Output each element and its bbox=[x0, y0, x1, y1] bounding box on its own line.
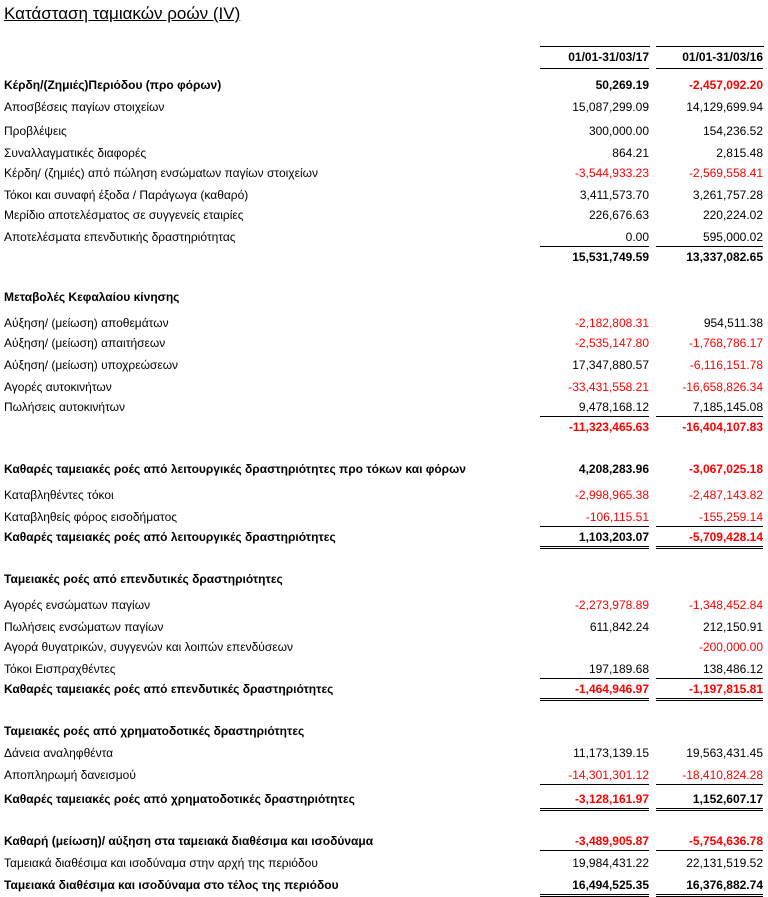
value-2016: -155,259.14 bbox=[656, 508, 763, 527]
table-row bbox=[0, 596, 768, 614]
table-row bbox=[0, 618, 768, 636]
value-2016: 220,224.02 bbox=[702, 208, 763, 222]
value-2016: 154,236.52 bbox=[702, 124, 763, 138]
row-label: Ταμειακές ροές από χρηματοδοτικές δραστηριότητες bbox=[4, 724, 305, 738]
value-2017: 19,984,431.22 bbox=[572, 856, 649, 870]
value-2016: -16,658,826.34 bbox=[682, 380, 763, 394]
value-2016: 212,150.91 bbox=[702, 620, 763, 634]
value-2017: 15,087,299.09 bbox=[572, 100, 649, 114]
table-row bbox=[0, 164, 768, 182]
value-2016: 7,185,145.08 bbox=[656, 398, 763, 417]
table-row bbox=[0, 186, 768, 204]
value-2017: 17,347,880.57 bbox=[572, 358, 649, 372]
value-2016: 2,815.48 bbox=[716, 146, 763, 160]
row-label: Αύξηση/ (μείωση) απαιτήσεων bbox=[4, 336, 166, 350]
table-row bbox=[0, 206, 768, 224]
table-row bbox=[0, 378, 768, 396]
table-row bbox=[0, 722, 768, 740]
column-header-2017: 01/01-31/03/17 bbox=[540, 46, 649, 69]
value-2017: 300,000.00 bbox=[588, 124, 649, 138]
table-row bbox=[0, 766, 768, 784]
row-label: Μεταβολές Κεφαλαίου κίνησης bbox=[4, 290, 180, 304]
value-2016: -6,116,151.78 bbox=[689, 358, 763, 372]
value-2016: -18,410,824.28 bbox=[656, 766, 763, 785]
row-label: Κέρδη/ (ζημιές) από πώληση ενσώμαtων παγίων στοιχείων bbox=[4, 166, 318, 180]
value-2016: -5,709,428.14 bbox=[656, 528, 763, 549]
value-2016: -2,487,143.82 bbox=[688, 488, 763, 502]
value-2016: 595,000.02 bbox=[656, 228, 763, 247]
table-row bbox=[0, 122, 768, 140]
value-2017: 864.21 bbox=[612, 146, 649, 160]
value-2016: 138,486.12 bbox=[656, 660, 763, 679]
value-2017: -106,115.51 bbox=[540, 508, 649, 527]
value-2016: 954,511.38 bbox=[703, 316, 763, 330]
row-label: Κέρδη/(Ζημιές)Περιόδου (προ φόρων) bbox=[4, 78, 222, 92]
value-2016: -2,569,558.41 bbox=[688, 166, 763, 180]
value-2017: 197,189.68 bbox=[540, 660, 649, 679]
value-2017: -2,535,147.80 bbox=[574, 336, 649, 350]
value-2017: 4,208,283.96 bbox=[578, 462, 649, 476]
value-2016: -2,457,092.20 bbox=[688, 78, 763, 92]
value-2016: 22,131,519.52 bbox=[686, 856, 763, 870]
value-2017: -3,489,905.87 bbox=[540, 832, 649, 851]
table-row bbox=[0, 854, 768, 872]
table-row bbox=[0, 660, 768, 678]
table-row bbox=[0, 790, 768, 808]
value-2016: -200,000.00 bbox=[698, 640, 763, 654]
table-row bbox=[0, 76, 768, 94]
value-2017: 1,103,203.07 bbox=[540, 528, 649, 549]
row-label: Προβλέψεις bbox=[4, 124, 67, 138]
value-2016: 19,563,431.45 bbox=[686, 746, 763, 760]
value-2016: 1,152,607.17 bbox=[656, 790, 763, 811]
table-row bbox=[0, 144, 768, 162]
table-row bbox=[0, 680, 768, 698]
row-label: Μερίδιο αποτελέσματος σε συγγενείς εταιρίες bbox=[4, 208, 244, 222]
table-row bbox=[0, 508, 768, 526]
row-label: Αγορές αυτοκινήτων bbox=[4, 380, 112, 394]
table-row bbox=[0, 418, 768, 436]
value-2016: -3,067,025.18 bbox=[688, 462, 763, 476]
table-row bbox=[0, 460, 768, 478]
row-label: Τόκοι Εισπραχθέντες bbox=[4, 662, 116, 676]
row-label: Δάνεια αναληφθέντα bbox=[4, 746, 114, 760]
table-row bbox=[0, 744, 768, 762]
row-label: Ταμειακές ροές από επενδυτικές δραστηριότητες bbox=[4, 572, 283, 586]
value-2017: -2,998,965.38 bbox=[574, 488, 649, 502]
value-2017: -14,301,301.12 bbox=[540, 766, 649, 785]
value-2017: -33,431,558.21 bbox=[568, 380, 649, 394]
row-label: Ταμειακά διαθέσιμα και ισοδύναμα στην αρχή της περιόδου bbox=[4, 856, 318, 870]
value-2016: 13,337,082.65 bbox=[686, 250, 763, 264]
table-row bbox=[0, 876, 768, 894]
row-label: Καθαρές ταμειακές ροές από λειτουργικές δραστηριότητες προ τόκων και φόρων bbox=[4, 462, 466, 476]
value-2017: -1,464,946.97 bbox=[540, 680, 649, 701]
value-2017: 15,531,749.59 bbox=[572, 250, 649, 264]
value-2016: -1,197,815.81 bbox=[656, 680, 763, 701]
row-label: Πωλήσεις ενσώματων παγίων bbox=[4, 620, 164, 634]
value-2017: 3,411,573.70 bbox=[579, 188, 649, 202]
table-row bbox=[0, 248, 768, 266]
value-2017: -2,273,978.89 bbox=[574, 598, 649, 612]
table-row bbox=[0, 314, 768, 332]
table-row bbox=[0, 356, 768, 374]
row-label: Καταβληθέντες τόκοι bbox=[4, 488, 114, 502]
table-row bbox=[0, 486, 768, 504]
value-2016: 14,129,699.94 bbox=[686, 100, 763, 114]
row-label: Αποτελέσματα επενδυτικής δραστηριότητας bbox=[4, 230, 236, 244]
table-row bbox=[0, 228, 768, 246]
row-label: Ταμειακά διαθέσιμα και ισοδύναμα στο τέλος της περιόδου bbox=[4, 878, 339, 892]
value-2017: 226,676.63 bbox=[588, 208, 649, 222]
row-label: Αύξηση/ (μείωση) αποθεμάτων bbox=[4, 316, 169, 330]
table-row bbox=[0, 832, 768, 850]
row-label: Αποσβέσεις παγίων στοιχείων bbox=[4, 100, 165, 114]
row-label: Καταβληθείς φόρος εισοδήματος bbox=[4, 510, 178, 524]
table-row bbox=[0, 570, 768, 588]
value-2016: -1,768,786.17 bbox=[688, 336, 763, 350]
value-2016: -5,754,636.78 bbox=[656, 832, 763, 851]
value-2017: -3,128,161.97 bbox=[540, 790, 649, 811]
value-2017: 611,842.24 bbox=[589, 620, 649, 634]
table-row bbox=[0, 98, 768, 116]
value-2017: 11,173,139.15 bbox=[573, 746, 649, 760]
row-label: Αποπληρωμή δανεισμού bbox=[4, 768, 136, 782]
table-row bbox=[0, 288, 768, 306]
row-label: Αγορές ενσώματων παγίων bbox=[4, 598, 151, 612]
row-label: Πωλήσεις αυτοκινήτων bbox=[4, 400, 126, 414]
row-label: Αγορά θυγατρικών, συγγενών και λοιπών επενδύσεων bbox=[4, 640, 293, 654]
column-header-2016: 01/01-31/03/16 bbox=[656, 46, 763, 69]
row-label: Καθαρές ταμειακές ροές από λειτουργικές δραστηριότητες bbox=[4, 530, 336, 544]
row-label: Αύξηση/ (μείωση) υποχρεώσεων bbox=[4, 358, 179, 372]
value-2016: -1,348,452.84 bbox=[688, 598, 763, 612]
row-label: Συναλλαγματικές διαφορές bbox=[4, 146, 147, 160]
table-row bbox=[0, 398, 768, 416]
row-label: Καθαρή (μείωση)/ αύξηση στα ταμειακά διαθέσιμα και ισοδύναμα bbox=[4, 834, 374, 848]
value-2017: 9,478,168.12 bbox=[540, 398, 649, 417]
value-2017: 16,494,525.35 bbox=[540, 876, 649, 897]
page-title: Κατάσταση ταμιακών ροών (IV) bbox=[4, 4, 241, 23]
value-2017: 50,269.19 bbox=[595, 78, 649, 92]
table-row bbox=[0, 638, 768, 656]
value-2016: -16,404,107.83 bbox=[682, 420, 763, 434]
value-2017: 0.00 bbox=[540, 228, 649, 247]
row-label: Τόκοι και συναφή έξοδα / Παράγωγα (καθαρό) bbox=[4, 188, 249, 202]
value-2016: 3,261,757.28 bbox=[692, 188, 763, 202]
value-2017: -2,182,808.31 bbox=[574, 316, 649, 330]
value-2016: 16,376,882.74 bbox=[656, 876, 763, 897]
row-label: Καθαρές ταμειακές ροές από επενδυτικές δραστηριότητες bbox=[4, 682, 334, 696]
table-row bbox=[0, 528, 768, 546]
value-2017: -3,544,933.23 bbox=[574, 166, 649, 180]
row-label: Καθαρές ταμειακές ροές από χρηματοδοτικές δραστηριότητες bbox=[4, 792, 355, 806]
table-row bbox=[0, 334, 768, 352]
value-2017: -11,323,465.63 bbox=[568, 420, 649, 434]
